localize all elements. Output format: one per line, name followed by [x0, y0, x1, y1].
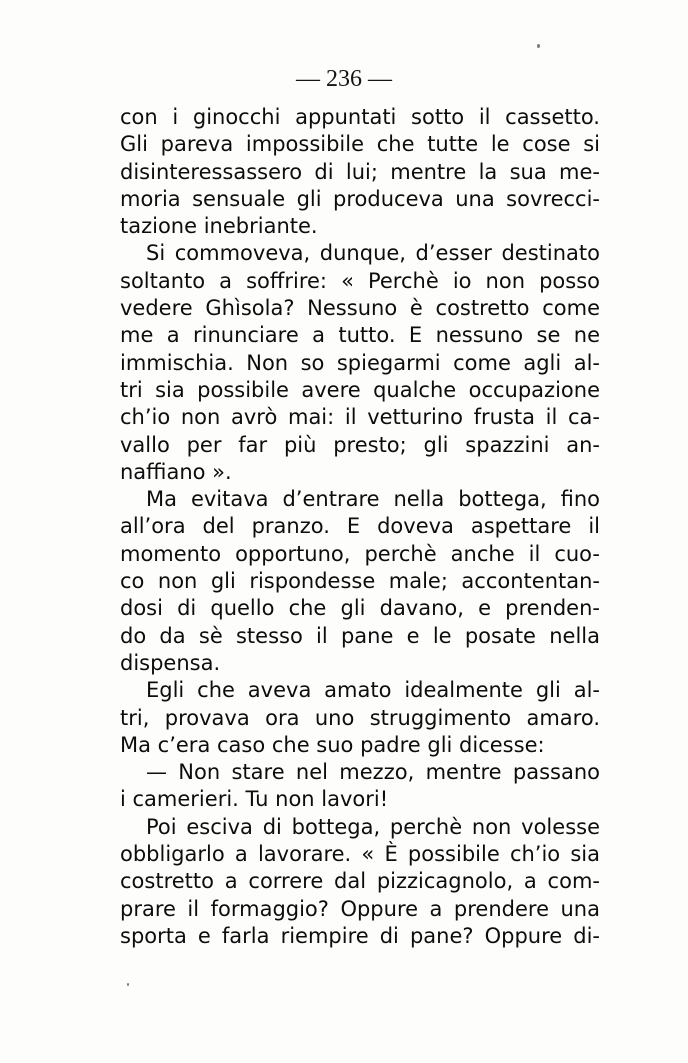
text-line: obbligarlo a lavorare. « È possibile ch’io sia: [120, 842, 600, 867]
text-line: Poi esciva di bottega, perchè non volesse: [146, 814, 600, 839]
page-number: — 236 —: [296, 66, 392, 92]
text-line: — Non stare nel mezzo, mentre passano: [146, 760, 600, 785]
text-line: co non gli rispondesse male; accontentan-: [120, 569, 600, 594]
text-line: vallo per far più presto; gli spazzini an-: [120, 432, 600, 457]
text-line: me a rinunciare a tutto. E nessuno se ne: [120, 323, 600, 348]
text-line: prare il formaggio? Oppure a prendere una: [120, 896, 600, 921]
text-line: immischia. Non so spiegarmi come agli al-: [120, 350, 600, 375]
text-line: tri, provava ora uno struggimento amaro.: [120, 705, 600, 730]
text-line: soltanto a soffrire: « Perchè io non posso: [120, 268, 600, 293]
text-line: tri sia possibile avere qualche occupazione: [120, 377, 600, 402]
text-line: costretto a correre dal pizzicagnolo, a com-: [120, 869, 600, 894]
text-line: Ma evitava d’entrare nella bottega, fino: [146, 487, 600, 512]
text-line: Ma c’era caso che suo padre gli dicesse:: [120, 732, 545, 757]
text-line: con i ginocchi appuntati sotto il cassetto.: [120, 105, 600, 129]
text-line: Egli che aveva amato idealmente gli al-: [146, 678, 600, 703]
text-line: i camerieri. Tu non lavori!: [120, 787, 389, 812]
paper-speck: [537, 44, 540, 48]
text-line: Si commoveva, dunque, d’esser destinato: [146, 241, 600, 266]
paper-speck: [127, 983, 129, 986]
text-line: ch’io non avrò mai: il vetturino frusta il ca-: [120, 405, 600, 430]
text-line: Gli pareva impossibile che tutte le cose si: [120, 132, 600, 157]
text-line: naffiano ».: [120, 459, 232, 484]
text-line: moria sensuale gli produceva una sovrecci-: [120, 186, 600, 211]
text-line: dispensa.: [120, 650, 221, 675]
text-line: momento opportuno, perchè anche il cuo-: [120, 541, 600, 566]
text-line: dosi di quello che gli davano, e prenden-: [120, 596, 600, 621]
body-text: [120, 104, 600, 950]
text-line: do da sè stesso il pane e le posate nella: [120, 623, 600, 648]
text-line: sporta e farla riempire di pane? Oppure di-: [120, 923, 600, 948]
text-line: tazione inebriante.: [120, 214, 318, 239]
text-line: vedere Ghìsola? Nessuno è costretto come: [120, 296, 600, 321]
text-line: disinteressassero di lui; mentre la sua me-: [120, 159, 600, 184]
text-line: all’ora del pranzo. E doveva aspettare il: [120, 514, 600, 539]
